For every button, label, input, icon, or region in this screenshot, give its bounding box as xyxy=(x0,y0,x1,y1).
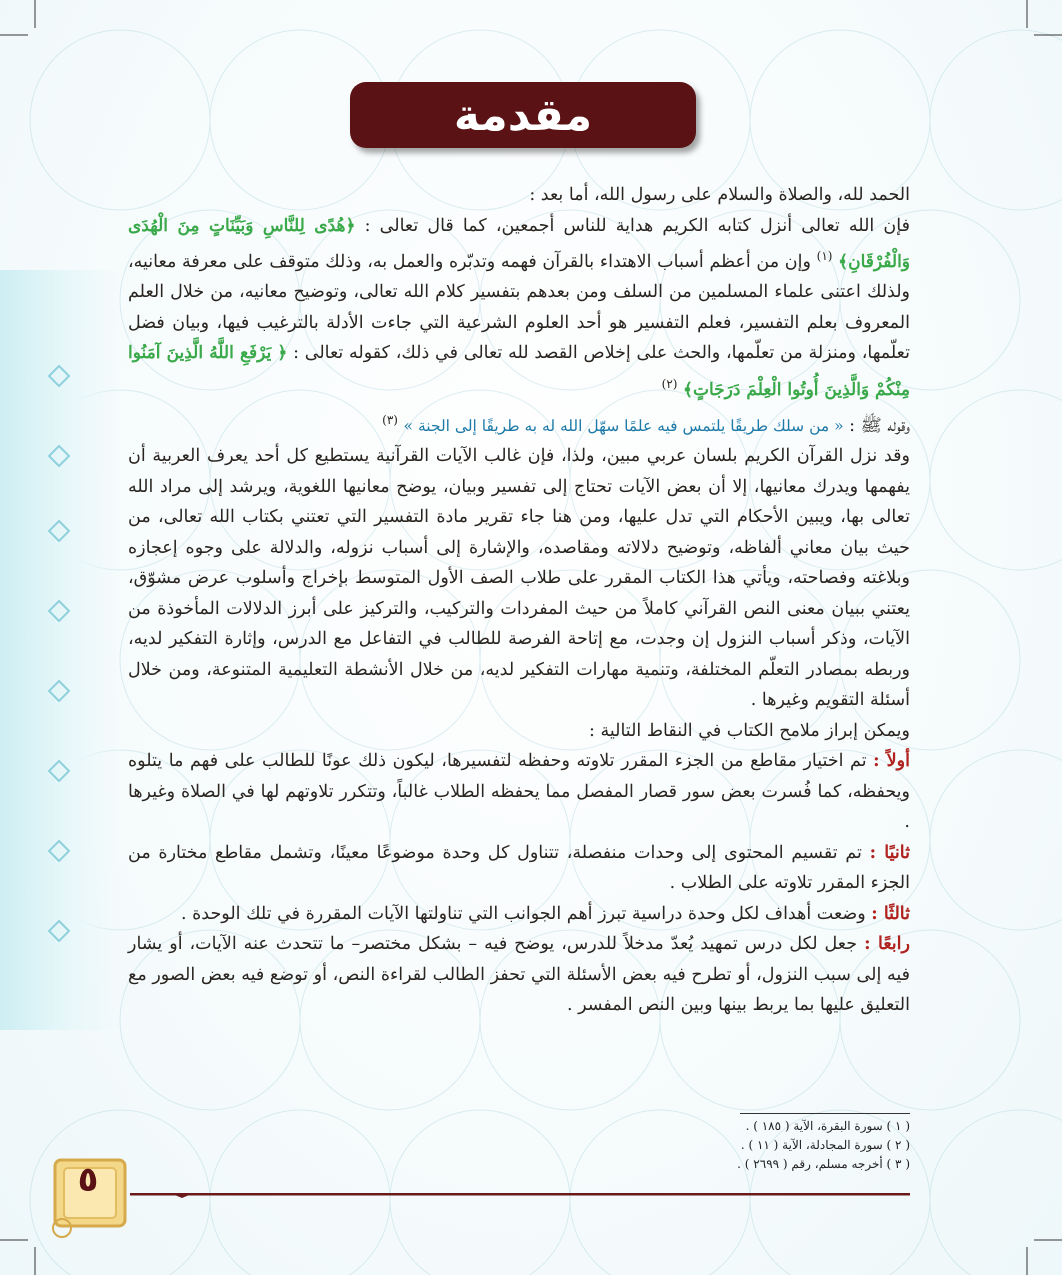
arabesque-ornament-icon xyxy=(48,365,70,387)
arabesque-ornament-icon xyxy=(48,600,70,622)
page-number: ٥ xyxy=(77,1160,99,1200)
hadith-text: « من سلك طريقًا يلتمس فيه علمًا سهّل الله له به طريقًا إلى الجنة » xyxy=(403,416,844,435)
page-title: مقدمة xyxy=(453,89,593,141)
arabesque-ornament-icon xyxy=(48,760,70,782)
body-text xyxy=(128,180,910,1021)
point-label: ثانيًا : xyxy=(869,842,910,863)
footnote: ( ١ ) سورة البقرة، الآية ( ١٨٥ ) . xyxy=(745,1119,910,1133)
paragraph-1-body: وإن من أعظم أسباب الاهتداء بالقرآن فهمه وتدبّره والعمل به، وذلك متوقف على معرفة معانيه، ولذلك اعتنى علماء المسلمين من السلف ومن بعدهم بتفسير كلام الله تعالى، وتوضيح معانيه، من خلال العلم المعروف بعلم التفسير، فعلم التفسير هو أحد العلوم الشرعية التي جاءت الأدلة بالترغيب فيها، وبيان فضل تعلّمها، ومنزلة من تعلّمها، والحث على إخلاص القصد لله تعالى في ذلك، كقوله تعالى : xyxy=(128,251,910,364)
point-text: وضعت أهداف لكل وحدة دراسية تبرز أهم الجوانب التي تناولتها الآيات المقررة في تلك الوحدة . xyxy=(181,903,866,924)
arabesque-ornament-icon xyxy=(48,445,70,467)
list-item xyxy=(128,838,910,899)
crop-mark-icon xyxy=(0,1235,40,1275)
point-text: جعل لكل درس تمهيد يُعدّ مدخلاً للدرس، يوضح فيه – بشكل مختصر– ما تتحدث عنه الآيات، أو يشار فيه إلى سبب النزول، أو تطرح فيه بعض الأسئلة التي تحفز الطالب لقراءة النص، أو توضع فيه بعض الصور مع التعليق عليها بما يربط بينها وبين النص المفسر . xyxy=(128,934,910,1016)
point-label: أولاً : xyxy=(873,751,910,772)
list-item xyxy=(128,899,910,930)
footnote-ref-2: (٢) xyxy=(661,376,678,391)
quran-verse-1: ﴿هُدًى لِلنَّاسِ وَبَيِّنَاتٍ مِنَ الْهُدَى وَالْفُرْقَانِ﴾ xyxy=(128,215,910,272)
point-text: تم اختيار مقاطع من الجزء المقرر تلاوته وحفظه لتفسيرها، ليكون ذلك عونًا للطالب على فهم ما يتلوه ويحفظه، كما فُسرت بعض سور قصار المفصل مما يحفظه الطلاب غالباً، وتتكرر تلاوتهم لها في الصلاة وغيرها . xyxy=(128,751,910,833)
arabesque-ornament-icon xyxy=(48,840,70,862)
arabesque-ornament-icon xyxy=(48,520,70,542)
quran-verse-2: ﴿ يَرْفَعِ اللَّهُ الَّذِينَ آمَنُوا مِنْكُمْ وَالَّذِينَ أُوتُوا الْعِلْمَ دَرَجَاتٍ﴾ xyxy=(128,343,910,400)
intro-paragraph: الحمد لله، والصلاة والسلام على رسول الله، أما بعد : xyxy=(529,185,910,205)
crop-mark-icon xyxy=(1022,1235,1062,1275)
paragraph-3: وقد نزل القرآن الكريم بلسان عربي مبين، ولذا، فإن غالب الآيات القرآنية يستطيع كل أحد يعرف العربية أن يفهمها ويدرك معانيها، إلا أن بعض الآيات تحتاج إلى تفسير وبيان، يوضح معانيها اللغوية، ويرشد إلى مراد الله تعالى بها، ويبين الأحكام التي تدل عليها، ومن هنا جاء تقرير مادة التفسير التي تعتني بكتاب الله تعالى، من حيث بيان معاني ألفاظه، وتوضيح دلالاته ومقاصده، والإشارة إلى أسباب نزوله، والدلالة على وجوه إعجازه وبلاغته وفصاحته، ويأتي هذا الكتاب المقرر على طلاب الصف الأول المتوسط بإخراج وأسلوب عرض مشوّق، يعتني ببيان معنى النص القرآني كاملاً من حيث المفردات والتركيب، والتركيز على أبرز الدلالات المأخوذة من الآيات، وذكر أسباب النزول إن وجدت، مع إتاحة الفرصة للطالب في التفاعل مع الدرس، وإثارة التفكير لديه، وربطه بمصادر التعلّم المختلفة، وتنمية مهارات التفكير لديه، من خلال الأنشطة التعليمية المتنوعة، ومن خلال أسئلة التقويم وغيرها . xyxy=(128,446,910,711)
paragraph-1 xyxy=(128,211,910,406)
point-label: ثالثًا : xyxy=(871,903,910,924)
point-label: رابعًا : xyxy=(864,934,910,955)
bottom-rule xyxy=(130,1190,910,1198)
points-intro: ويمكن إبراز ملامح الكتاب في النقاط التالية : xyxy=(589,720,910,741)
arabesque-ornament-icon xyxy=(48,680,70,702)
hadith-lead: وقوله ﷺ : xyxy=(849,415,910,436)
crop-mark-icon xyxy=(1022,0,1062,40)
paragraph-1-lead: فإن الله تعالى أنزل كتابه الكريم هداية للناس أجمعين، كما قال تعالى : xyxy=(364,215,910,236)
footnote-ref-3: (٣) xyxy=(382,413,398,428)
list-item xyxy=(128,746,910,838)
list-item xyxy=(128,929,910,1021)
title-banner xyxy=(350,82,696,148)
footnote-divider xyxy=(740,1113,910,1114)
footnotes xyxy=(610,1117,910,1174)
footnote-ref-1: (١) xyxy=(816,249,833,263)
crop-mark-icon xyxy=(0,0,40,40)
paragraph-2 xyxy=(128,405,910,441)
arabesque-ornament-icon xyxy=(48,920,70,942)
footnote: ( ٣ ) أخرجه مسلم، رقم ( ٢٦٩٩ ) . xyxy=(737,1157,910,1171)
footnote: ( ٢ ) سورة المجادلة، الآية ( ١١ ) . xyxy=(740,1138,910,1152)
point-text: تم تقسيم المحتوى إلى وحدات منفصلة، تتناول كل وحدة موضوعًا معينًا، وتشمل مقاطع مختارة من الجزء المقرر تلاوته على الطلاب . xyxy=(128,842,910,894)
